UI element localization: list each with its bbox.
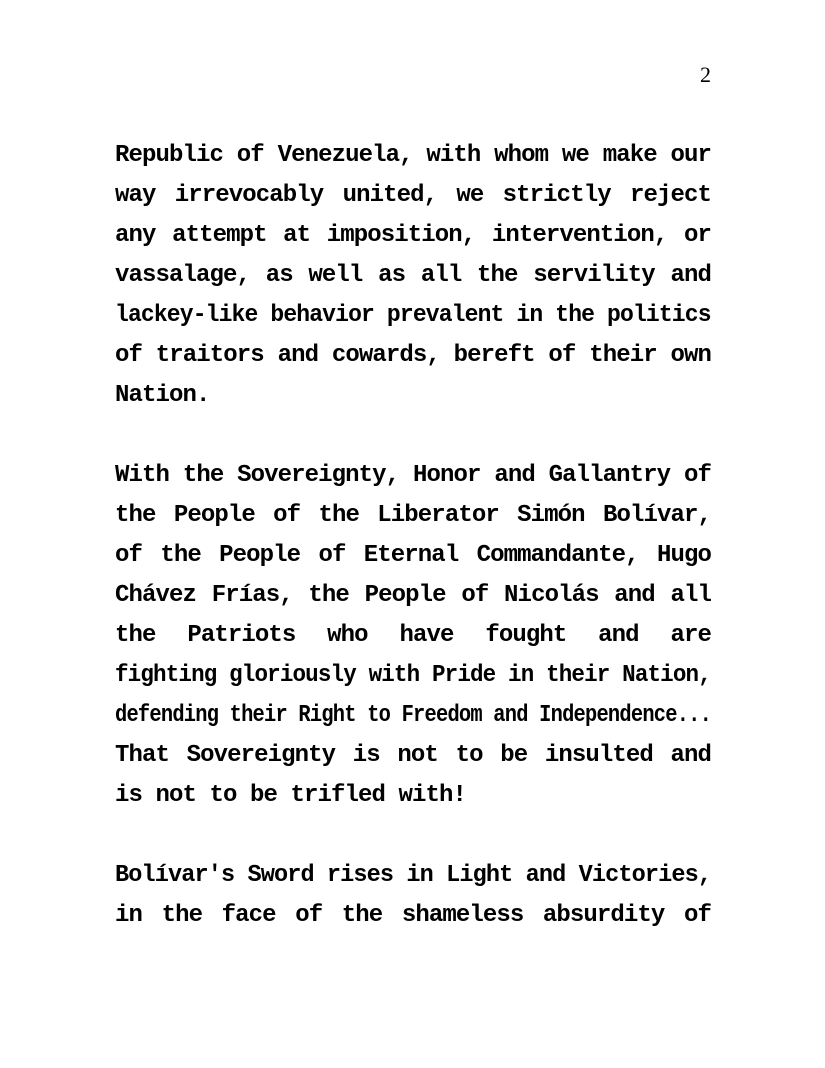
paragraph <box>115 856 711 936</box>
document-body <box>115 136 711 976</box>
text-line: Nation. <box>115 382 210 409</box>
text-line: the Patriots who have fought and are <box>115 622 711 649</box>
text-line: way irrevocably united, we strictly reject <box>115 182 711 209</box>
paragraph <box>115 456 711 816</box>
text-line: of the People of Eternal Commandante, Hugo <box>115 542 711 569</box>
text-line: in the face of the shameless absurdity of <box>115 902 711 929</box>
text-line: That Sovereignty is not to be insulted and <box>115 742 711 769</box>
text-line: With the Sovereignty, Honor and Gallantry of <box>115 462 711 489</box>
page-number: 2 <box>700 62 711 87</box>
text-line: any attempt at imposition, intervention, or <box>115 222 711 249</box>
text-line: is not to be trifled with! <box>115 782 467 809</box>
text-line: Chávez Frías, the People of Nicolás and all <box>115 582 711 609</box>
text-line: of traitors and cowards, bereft of their own <box>115 342 711 369</box>
text-line: fighting gloriously with Pride in their Nation, <box>115 662 711 689</box>
paragraph <box>115 136 711 416</box>
text-line: lackey-like behavior prevalent in the politics <box>115 302 711 329</box>
text-line: Republic of Venezuela, with whom we make our <box>115 142 711 169</box>
text-line: vassalage, as well as all the servility and <box>115 262 711 289</box>
text-line: defending their Right to Freedom and Independence... <box>115 702 712 729</box>
text-line: the People of the Liberator Simón Bolívar, <box>115 502 711 529</box>
text-line: Bolívar's Sword rises in Light and Victories, <box>115 862 712 889</box>
